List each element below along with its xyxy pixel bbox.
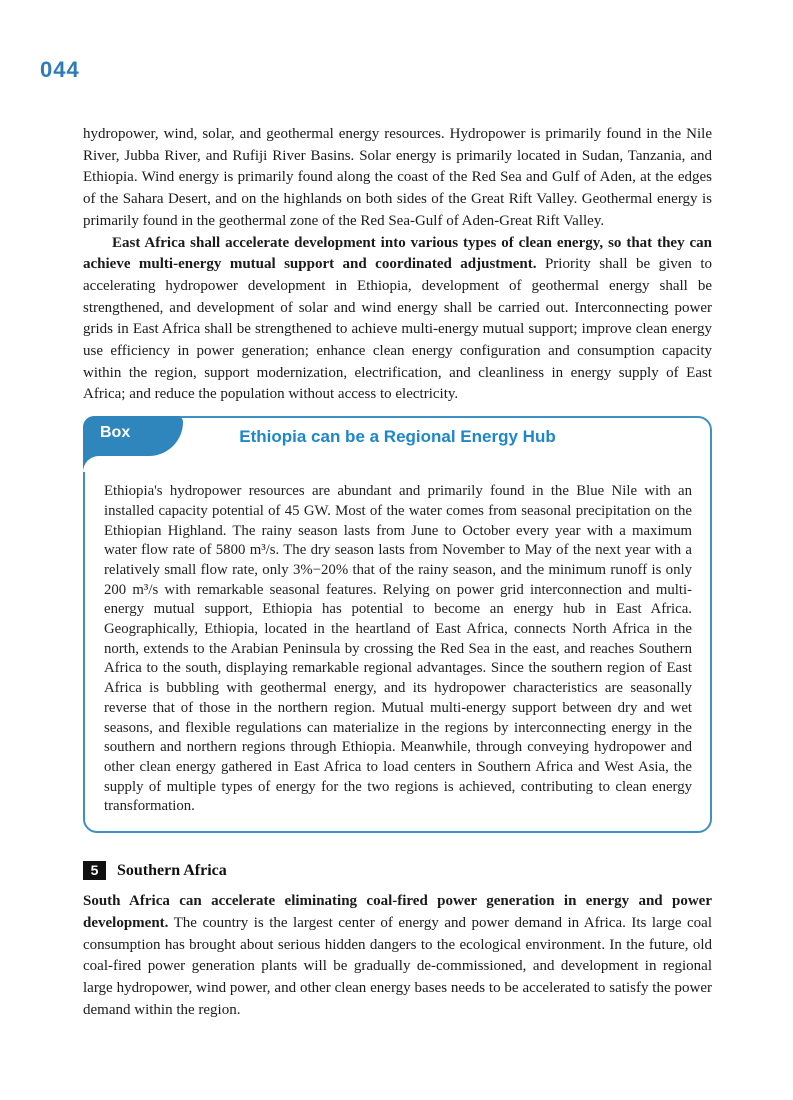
box-tab-label: Box: [100, 424, 131, 442]
south-africa-paragraph-lead: South Africa can accelerate eliminating coal-fired power generation in energy and power development.: [83, 893, 712, 931]
east-africa-paragraph: [83, 233, 712, 407]
east-africa-paragraph-lead: East Africa shall accelerate development into various types of clean energy, so that they can achieve multi-energy mutual support and coordinated adjustment.: [83, 234, 712, 273]
section-number-badge: 5: [83, 861, 106, 880]
box-tab-fillet: [83, 456, 99, 472]
south-africa-paragraph-rest: The country is the largest center of energy and power demand in Africa. Its large coal consumption has brought about serious hidden dangers to the ecological environment. In the future, old coal-fired power generation plants will be gradually de-commissioned, and development in regional large hydropower, wind power, and other clean energy bases needs to be accelerated to satisfy the power demand within the region.: [83, 914, 712, 1018]
info-box: [83, 416, 712, 833]
section-title: Southern Africa: [117, 861, 227, 879]
box-body-text: Ethiopia's hydropower resources are abundant and primarily found in the Blue Nile with an installed capacity potential of 45 GW. Most of the water comes from seasonal precipitation on the Ethiopian Highland. The rainy season lasts from June to October every year with a maximum water flow rate of 5800 m³/s. The dry season lasts from November to May of the next year with a relatively small flow rate, only 3%−20% that of the rainy season, and the minimum runoff is only 200 m³/s with remarkable seasonal features. Relying on power grid interconnection and multi-energy mutual support, Ethiopia has potential to become an energy hub in East Africa. Geographically, Ethiopia, located in the heartland of East Africa, connects North Africa in the north, extends to the Arabian Peninsula by crossing the Red Sea in the east, and reaches Southern Africa to the south, displaying remarkable regional advantages. Since the southern region of East Africa is bubbling with geothermal energy, and its hydropower characteristics are seasonally reverse that of those in the northern region. Mutual multi-energy support between dry and wet seasons, and flexible regulations can materialize in the regions by interconnecting energy in the southern and northern regions through Ethiopia. Meanwhile, through conveying hydropower and other clean energy gathered in East Africa to load centers in Southern Africa and West Asia, the supply of multiple types of energy for the two regions is achieved, contributing to clean energy transformation.: [104, 483, 692, 815]
intro-paragraph: hydropower, wind, solar, and geothermal energy resources. Hydropower is primarily found in the Nile River, Jubba River, and Rufiji River Basins. Solar energy is primarily located in Sudan, Tanzania, and Ethiopia. Wind energy is primarily found along the coast of the Red Sea and Gulf of Aden, at the edges of the Sahara Desert, and on the highlands on both sides of the Great Rift Valley. Geothermal energy is primarily found in the geothermal zone of the Red Sea-Gulf of Aden-Great Rift Valley.: [83, 126, 712, 229]
east-africa-paragraph-rest: Priority shall be given to accelerating hydropower development in Ethiopia, development of geothermal energy shall be strengthened, and development of solar and wind energy shall be carried out. Interconnecting power grids in East Africa shall be strengthened to achieve multi-energy mutual support; improve clean energy use efficiency in power generation; enhance clean energy configuration and consumption capacity within the region, support modernization, electrification, and cleanliness in energy supply of East Africa; and reduce the population without access to electricity.: [83, 256, 712, 403]
page-content: [83, 124, 712, 1021]
section-heading: [83, 861, 712, 880]
box-title: Ethiopia can be a Regional Energy Hub: [239, 427, 556, 447]
south-africa-paragraph: [83, 891, 712, 1021]
page-number: 044: [40, 57, 80, 82]
